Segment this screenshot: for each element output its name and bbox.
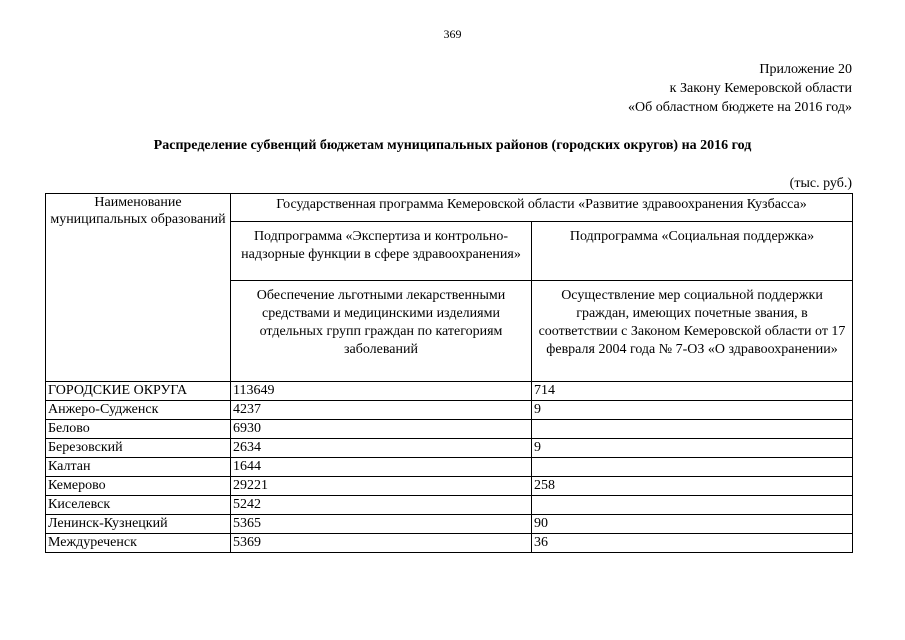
row-value-social: 36 — [532, 534, 853, 553]
row-value-medicines: 5242 — [231, 496, 532, 515]
row-name: ГОРОДСКИЕ ОКРУГА — [46, 382, 231, 401]
table-row-total — [46, 382, 853, 401]
row-name: Междуреченск — [46, 534, 231, 553]
appendix-line-1: Приложение 20 — [759, 62, 852, 77]
table-row — [46, 420, 853, 439]
appendix-line-2: к Закону Кемеровской области — [669, 81, 852, 96]
header-measure-medicines: Обеспечение льготными лекарственными средствами и медицинскими изделиями отдельных групп граждан по категориям заболеваний — [231, 281, 532, 382]
row-value-medicines: 4237 — [231, 401, 532, 420]
header-municipality-name: Наименование муниципальных образований — [46, 194, 231, 382]
table-row — [46, 534, 853, 553]
row-name: Березовский — [46, 439, 231, 458]
row-value-social: 9 — [532, 439, 853, 458]
row-value-medicines: 2634 — [231, 439, 532, 458]
row-name: Киселевск — [46, 496, 231, 515]
document-title: Распределение субвенций бюджетам муниципальных районов (городских округов) на 2016 год — [153, 138, 752, 153]
header-subprogram-social-support: Подпрограмма «Социальная поддержка» — [532, 222, 853, 281]
row-name: Калтан — [46, 458, 231, 477]
row-name: Анжеро-Судженск — [46, 401, 231, 420]
subvention-table — [45, 193, 853, 553]
row-value-social — [532, 496, 853, 515]
appendix-line-3: «Об областном бюджете на 2016 год» — [628, 100, 852, 115]
header-measure-social-support: Осуществление мер социальной поддержки граждан, имеющих почетные звания, в соответствии с Законом Кемеровской области от 17 февраля 2004 года № 7-ОЗ «О здравоохранении» — [532, 281, 853, 382]
row-name: Ленинск-Кузнецкий — [46, 515, 231, 534]
appendix-header — [628, 60, 852, 117]
page-number: 369 — [443, 27, 462, 41]
header-state-program: Государственная программа Кемеровской области «Развитие здравоохранения Кузбасса» — [231, 194, 853, 222]
row-value-social — [532, 420, 853, 439]
row-value-medicines: 6930 — [231, 420, 532, 439]
table-row — [46, 477, 853, 496]
row-value-social: 258 — [532, 477, 853, 496]
row-name: Белово — [46, 420, 231, 439]
table-row — [46, 496, 853, 515]
table-row — [46, 515, 853, 534]
table-row — [46, 401, 853, 420]
row-value-social: 9 — [532, 401, 853, 420]
row-value-medicines: 5369 — [231, 534, 532, 553]
row-value-social: 714 — [532, 382, 853, 401]
row-value-medicines: 29221 — [231, 477, 532, 496]
table-row — [46, 439, 853, 458]
row-value-medicines: 113649 — [231, 382, 532, 401]
header-subprogram-expertise: Подпрограмма «Экспертиза и контрольно-надзорные функции в сфере здравоохранения» — [231, 222, 532, 281]
units-label: (тыс. руб.) — [789, 176, 852, 191]
table-row — [46, 458, 853, 477]
row-value-social — [532, 458, 853, 477]
row-value-social: 90 — [532, 515, 853, 534]
row-value-medicines: 1644 — [231, 458, 532, 477]
row-name: Кемерово — [46, 477, 231, 496]
row-value-medicines: 5365 — [231, 515, 532, 534]
header-row-program — [46, 194, 853, 222]
